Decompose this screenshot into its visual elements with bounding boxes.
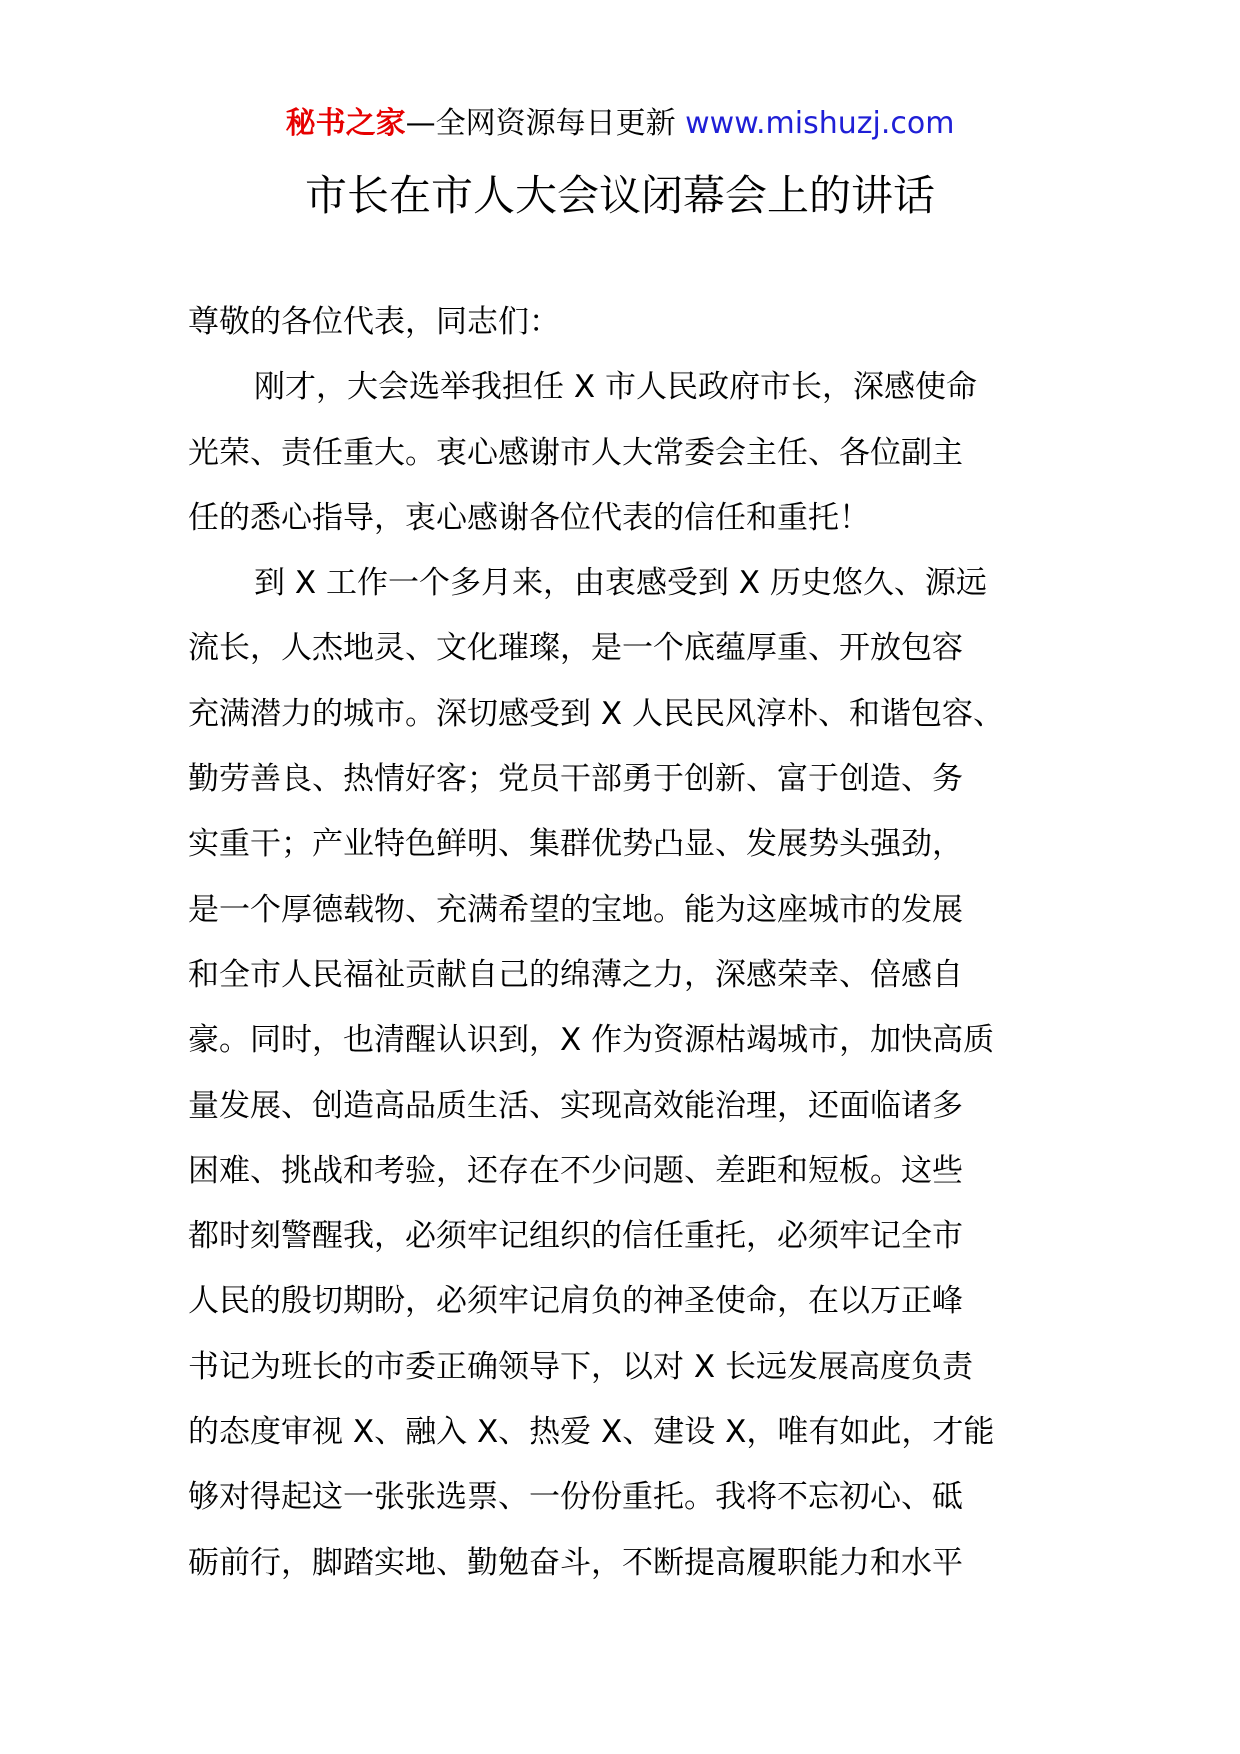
- document-body: [188, 290, 1068, 1596]
- document-title: 市长在市人大会议闭幕会上的讲话: [304, 171, 935, 220]
- text-line: 到 X 工作一个多月来，由衷感受到 X 历史悠久、源远: [254, 565, 987, 602]
- text-line: 流长，人杰地灵、文化璀璨，是一个底蕴厚重、开放包容: [188, 630, 963, 667]
- text-line: 实重干；产业特色鲜明、集群优势凸显、发展势头强劲，: [188, 826, 963, 863]
- site-tagline: —全网资源每日更新: [405, 106, 676, 141]
- text-line: 和全市人民福祉贡献自己的绵薄之力，深感荣幸、倍感自: [188, 956, 963, 993]
- text-line: 都时刻警醒我，必须牢记组织的信任重托，必须牢记全市: [188, 1218, 963, 1255]
- site-name: 秘书之家: [285, 106, 406, 141]
- salutation-line: 尊敬的各位代表，同志们：: [188, 304, 560, 340]
- text-line: 砺前行，脚踏实地、勤勉奋斗，不断提高履职能力和水平: [188, 1544, 963, 1581]
- site-banner: [0, 102, 1240, 146]
- site-url-link[interactable]: www.mishuzj.com: [685, 106, 955, 141]
- text-line: 困难、挑战和考验，还存在不少问题、差距和短板。这些: [188, 1152, 963, 1189]
- text-line: 量发展、创造高品质生活、实现高效能治理，还面临诸多: [188, 1087, 963, 1124]
- text-line: 光荣、责任重大。衷心感谢市人大常委会主任、各位副主: [188, 434, 963, 471]
- text-line: 充满潜力的城市。深切感受到 X 人民民风淳朴、和谐包容、: [188, 695, 1004, 732]
- text-line: 是一个厚德载物、充满希望的宝地。能为这座城市的发展: [188, 891, 963, 928]
- text-line: 的态度审视 X、融入 X、热爱 X、建设 X，唯有如此，才能: [188, 1414, 995, 1451]
- text-line: 勤劳善良、热情好客；党员干部勇于创新、富于创造、务: [188, 761, 963, 798]
- text-line: 任的悉心指导，衷心感谢各位代表的信任和重托！: [188, 499, 870, 536]
- text-line: 刚才，大会选举我担任 X 市人民政府市长，深感使命: [254, 369, 977, 406]
- text-line: 书记为班长的市委正确领导下，以对 X 长远发展高度负责: [188, 1348, 973, 1385]
- text-line: 人民的殷切期盼，必须牢记肩负的神圣使命，在以万正峰: [188, 1283, 963, 1320]
- text-line: 够对得起这一张张选票、一份份重托。我将不忘初心、砥: [188, 1479, 963, 1516]
- text-line: 豪。同时，也清醒认识到，X 作为资源枯竭城市，加快高质: [188, 1022, 995, 1059]
